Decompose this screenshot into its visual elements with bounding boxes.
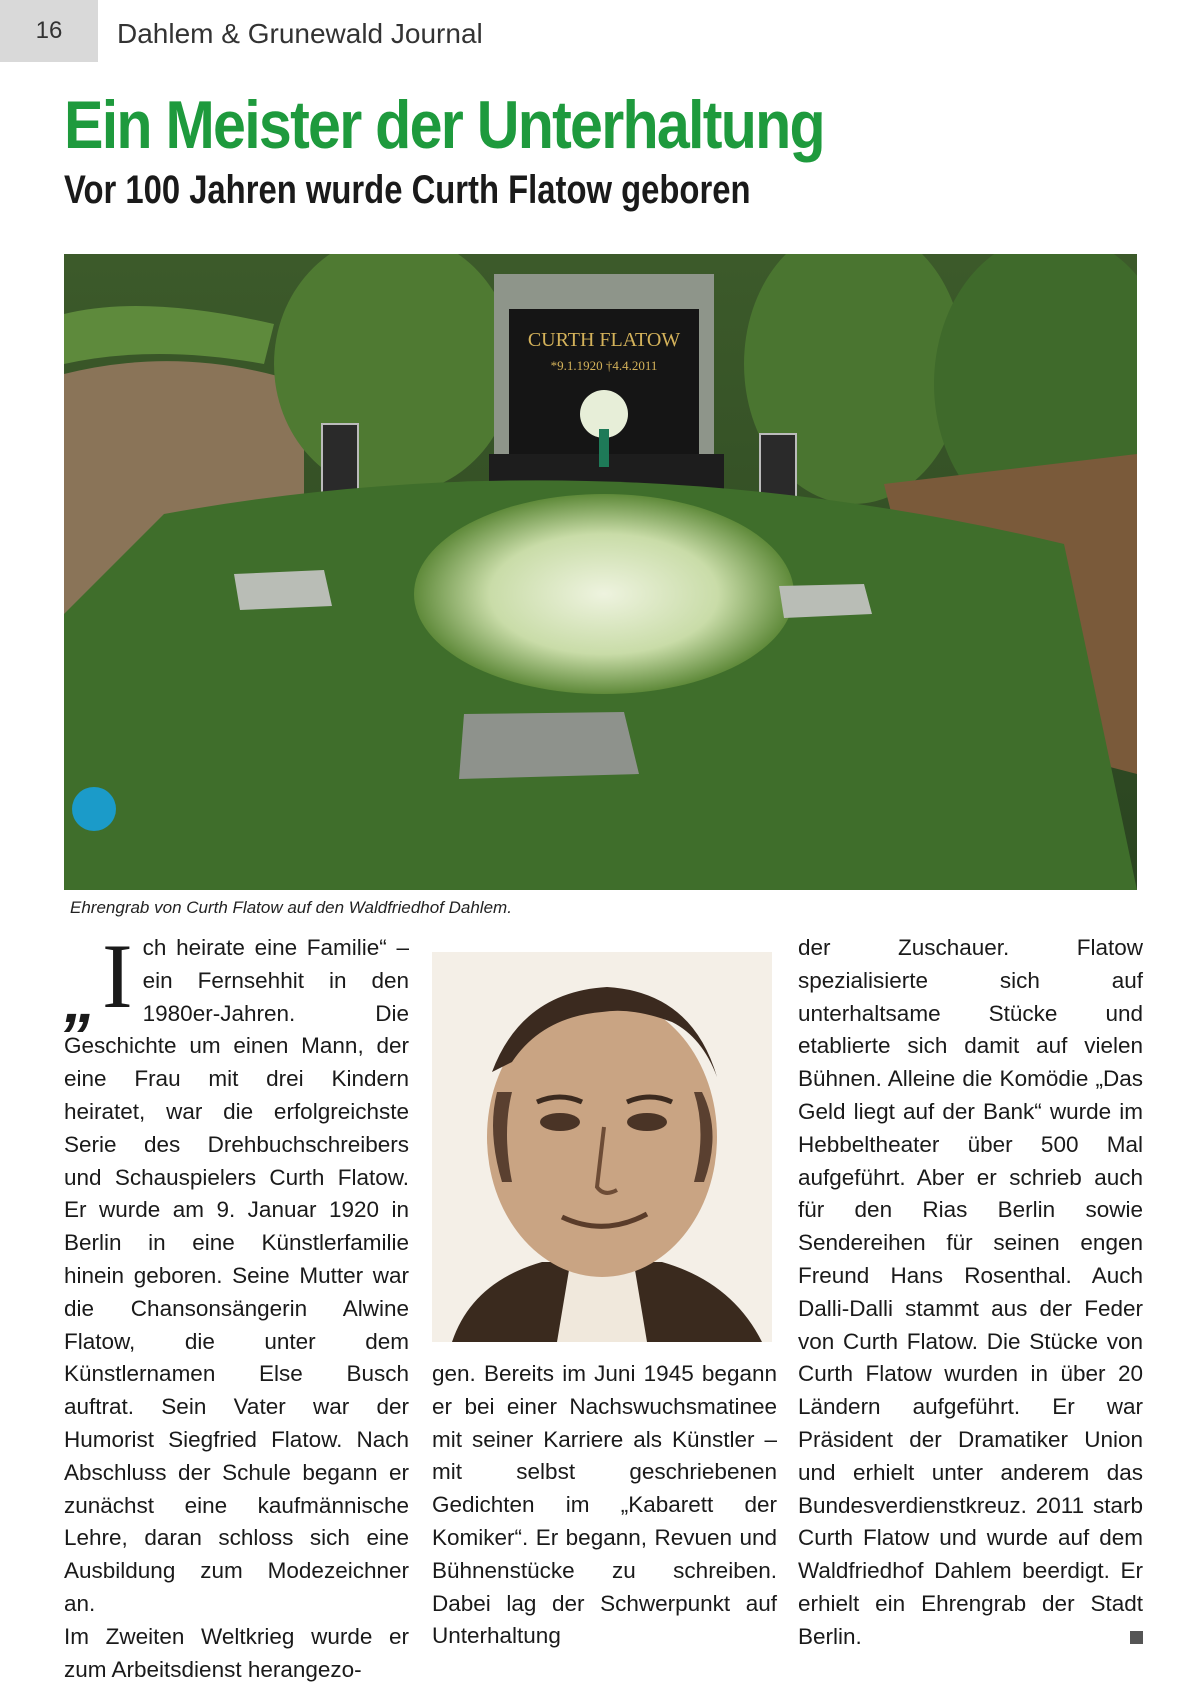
paragraph xyxy=(798,932,1143,1654)
journal-name: Dahlem & Grunewald Journal xyxy=(117,18,483,49)
end-of-article-mark xyxy=(1130,1631,1143,1644)
article-column-3 xyxy=(798,932,1143,1654)
grave-photo xyxy=(64,254,1137,890)
paragraph: Im Zweiten Weltkrieg wurde er zum Arbeitsdienst herangezo- xyxy=(64,1623,409,1682)
page-number: 16 xyxy=(0,0,98,62)
paragraph: gen. Bereits im Juni 1945 begann er bei einer Nachswuchsmatinee mit seiner Karriere als Künstler – mit selbst geschriebenen Gedichten im „Kabarett der Komiker“. Er begann, Revuen und Bühnenstücke zu schreiben. Dabei lag der Schwerpunkt auf Unterhaltung xyxy=(432,1361,777,1649)
portrait-photo xyxy=(432,952,772,1342)
article-column-1 xyxy=(64,925,409,1686)
paragraph: ch heirate eine Familie“ – ein Fernsehhit in den 1980er-Jahren. Die Geschichte um einen Mann, der eine Frau mit drei Kindern heiratet, war die erfolgreichste Serie des Drehbuchschreibers und Schauspielers Curth Flatow. Er wurde am 9. Januar 1920 in Berlin in eine Künstlerfamilie hinein geboren. Seine Mutter war die Chansonsängerin Alwine Flatow, die unter dem Künstlernamen Else Busch auftrat. Sein Vater war der Humorist Siegfried Flatow. Nach Abschluss der Schule begann er zunächst eine kaufmännische Lehre, daran schloss sich eine Ausbildung zum Modezeichner an. xyxy=(64,935,409,1616)
article-subheadline: Vor 100 Jahren wurde Curth Flatow geboren xyxy=(64,168,751,212)
dropcap-letter: I xyxy=(102,925,133,1027)
article-headline: Ein Meister der Unterhaltung xyxy=(64,87,824,163)
quote-mark: „ xyxy=(64,964,96,1036)
article-column-2 xyxy=(432,1358,777,1653)
gravestone-name: CURTH FLATOW xyxy=(527,329,681,351)
paragraph-text: der Zuschauer. Flatow spezialisierte sich auf unterhaltsame Stücke und etablierte sich damit auf vielen Bühnen. Alleine die Komödie „Das Geld liegt auf der Bank“ wurde im Hebbeltheater über 500 Mal aufgeführt. Aber er schrieb auch für den Rias Berlin sowie Sendereihen für seinen engen Freund Hans Rosenthal. Auch Dalli-Dalli stammt aus der Feder von Curth Flatow. Die Stücke von Curth Flatow wurden in über 20 Ländern aufgeführt. Er war Präsident der Dramatiker Union und erhielt unter anderem das Bundesverdienstkreuz. 2011 starb Curth Flatow und wurde auf dem Waldfriedhof Dahlem beerdigt. Er erhielt ein Ehrengrab der Stadt Berlin. xyxy=(798,935,1143,1649)
photo-caption: Ehrengrab von Curth Flatow auf den Waldfriedhof Dahlem. xyxy=(70,898,512,917)
gravestone-dates: *9.1.1920 †4.4.2011 xyxy=(550,358,658,373)
dropcap xyxy=(64,925,133,1036)
